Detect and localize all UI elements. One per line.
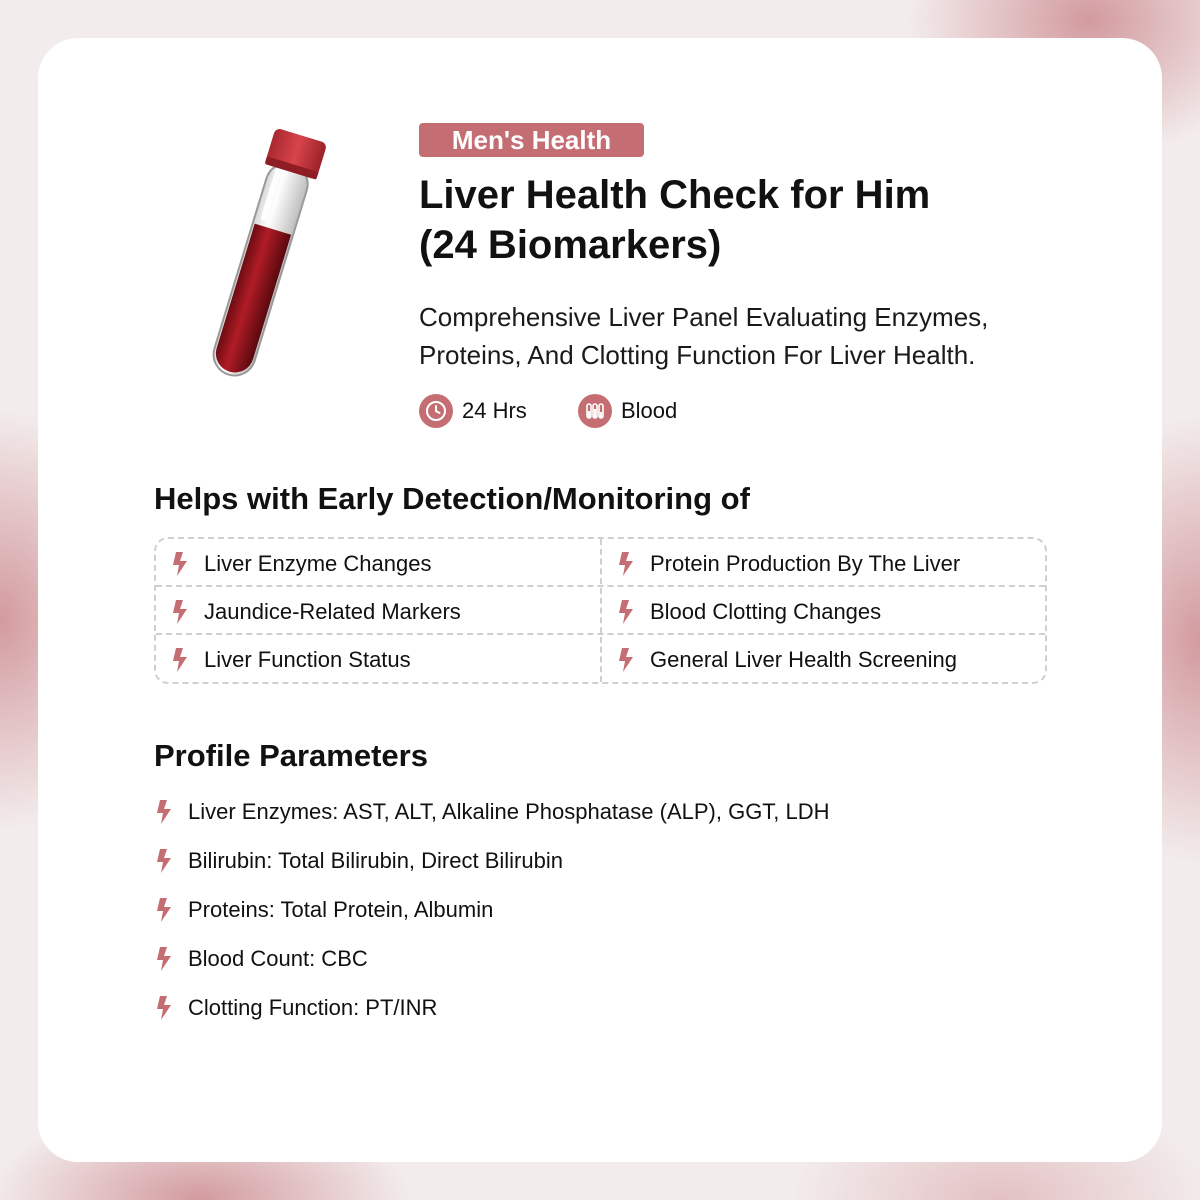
profile-parameter-label: Blood Count: CBC: [188, 946, 368, 971]
detection-item-label: Blood Clotting Changes: [650, 598, 882, 624]
profile-parameter: [154, 990, 437, 1026]
description-line-2: Proteins, And Clotting Function For Liver Health.: [419, 340, 976, 370]
blood-test-tube-icon: [190, 120, 340, 390]
title-line-1: Liver Health Check for Him: [419, 173, 931, 217]
detection-item: [602, 635, 1048, 684]
profile-parameter: [154, 892, 493, 928]
detection-item-label: Liver Function Status: [204, 646, 411, 672]
sample-type-label: Blood: [621, 398, 678, 423]
bolt-icon: [156, 849, 174, 873]
bolt-icon: [156, 996, 174, 1020]
detection-item-label: General Liver Health Screening: [650, 646, 957, 672]
turnaround-time-label: 24 Hrs: [462, 398, 527, 423]
detection-heading: Helps with Early Detection/Monitoring of: [154, 481, 750, 516]
profile-parameter-label: Liver Enzymes: AST, ALT, Alkaline Phosphatase (ALP), GGT, LDH: [188, 799, 830, 824]
profile-parameter: [154, 843, 563, 879]
test-tubes-icon: [578, 394, 612, 428]
page-title: [419, 170, 1119, 270]
description-line-1: Comprehensive Liver Panel Evaluating Enzymes,: [419, 302, 989, 332]
bolt-icon: [156, 947, 174, 971]
turnaround-time: [419, 393, 527, 429]
product-description: [419, 298, 1119, 374]
detection-grid: [154, 537, 1047, 684]
bolt-icon: [172, 552, 190, 576]
bolt-icon: [618, 552, 636, 576]
profile-parameter: [154, 794, 830, 830]
profile-parameter-label: Bilirubin: Total Bilirubin, Direct Bilirubin: [188, 848, 563, 873]
category-tag: Men's Health: [419, 123, 644, 157]
profile-parameter-label: Clotting Function: PT/INR: [188, 995, 438, 1020]
bolt-icon: [172, 648, 190, 672]
bolt-icon: [156, 898, 174, 922]
detection-item: [602, 587, 1048, 636]
detection-item-label: Jaundice-Related Markers: [204, 598, 461, 624]
profile-heading: Profile Parameters: [154, 738, 428, 773]
bolt-icon: [618, 600, 636, 624]
detection-item: [156, 587, 602, 636]
bolt-icon: [172, 600, 190, 624]
bolt-icon: [618, 648, 636, 672]
detection-item: [156, 635, 602, 684]
detection-item-label: Protein Production By The Liver: [650, 550, 961, 576]
detection-item-label: Liver Enzyme Changes: [204, 550, 432, 576]
clock-icon: [419, 394, 453, 428]
detection-item: [156, 539, 602, 588]
profile-parameter-label: Proteins: Total Protein, Albumin: [188, 897, 494, 922]
title-line-2: (24 Biomarkers): [419, 223, 722, 267]
detection-item: [602, 539, 1048, 588]
profile-parameter: [154, 941, 368, 977]
bolt-icon: [156, 800, 174, 824]
sample-type: [578, 393, 677, 429]
